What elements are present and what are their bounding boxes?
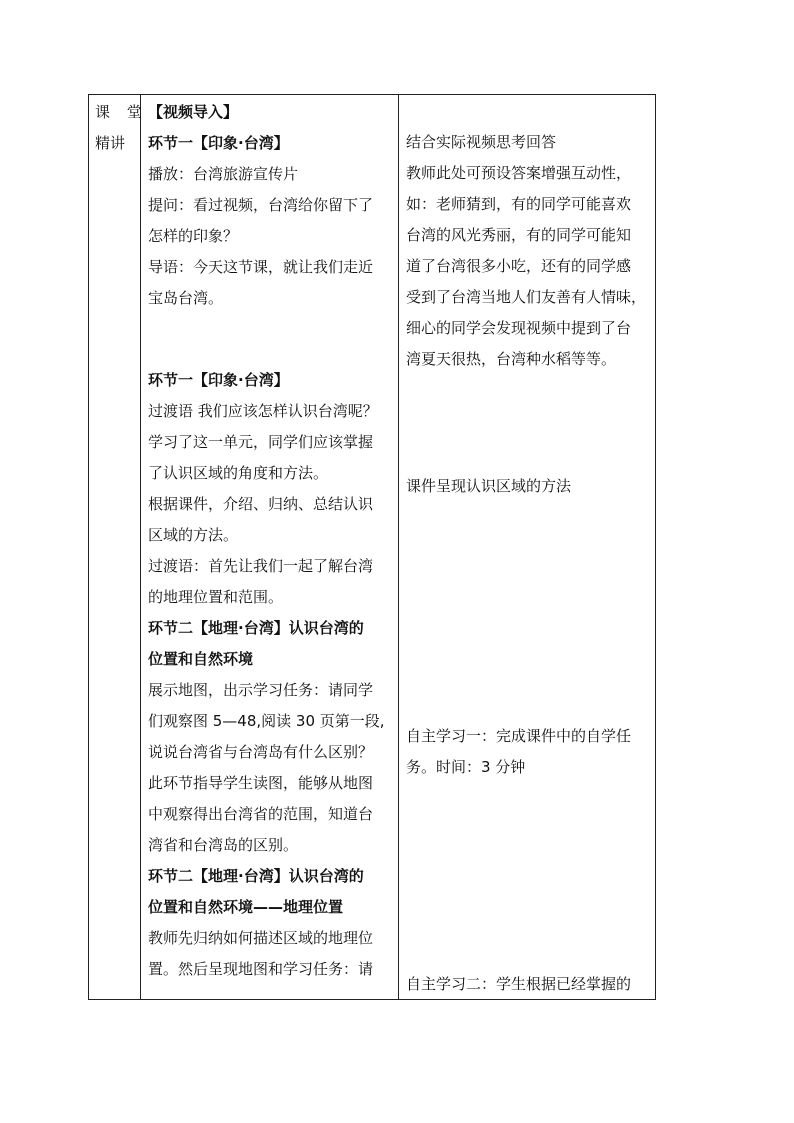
- summary-line: 根据课件，介绍、归纳、总结认识: [148, 495, 374, 513]
- column-divider: [140, 95, 141, 999]
- section2-title: 环节二【地理·台湾】认识台湾的: [148, 619, 364, 637]
- note-line: 道了台湾很多小吃，还有的同学感: [406, 257, 632, 275]
- note-line: 台湾的风光秀丽，有的同学可能知: [406, 226, 632, 244]
- answer-line: 结合实际视频思考回答: [406, 133, 557, 151]
- teacher-line: 置。然后呈现地图和学习任务：请: [148, 960, 374, 978]
- guide-line: 导语：今天这节课，就让我们走近: [148, 258, 374, 276]
- question-line: 提问：看过视频，台湾给你留下了: [148, 196, 374, 214]
- task-line: 展示地图，出示学习任务：请同学: [148, 681, 374, 699]
- transition-line: 过渡语 我们应该怎样认识台湾呢？: [148, 402, 378, 420]
- video-intro-heading: 【视频导入】: [148, 103, 239, 121]
- teaching-content-cell: [148, 95, 398, 985]
- section1-title: 环节一【印象·台湾】: [148, 134, 289, 152]
- section-label-line2: 精讲: [95, 134, 126, 152]
- note-line: 受到了台湾当地人们友善有人情味，: [406, 288, 647, 306]
- note-line: 教师此处可预设答案增强互动性，: [406, 164, 632, 182]
- note-line: 湾夏天很热，台湾种水稻等等。: [406, 350, 617, 368]
- guide-read-line: 中观察得出台湾省的范围，知道台: [148, 805, 374, 823]
- note-line: 如：老师猜到，有的同学可能喜欢: [406, 195, 632, 213]
- play-text: 播放：台湾旅游宣传片: [148, 165, 299, 183]
- transition2-line: 过渡语：首先让我们一起了解台湾: [148, 557, 374, 575]
- summary-line: 区域的方法。: [148, 526, 239, 544]
- transition2-line: 的地理位置和范围。: [148, 588, 284, 606]
- self-study-line: 务。时间：3 分钟: [406, 758, 526, 776]
- self-study-line: 自主学习一：完成课件中的自学任: [406, 727, 632, 745]
- section1b-title: 环节一【印象·台湾】: [148, 371, 289, 389]
- section3-title: 位置和自然环境——地理位置: [148, 898, 344, 916]
- section-label-line1: 课 堂: [95, 103, 148, 121]
- note-line: 细心的同学会发现视频中提到了台: [406, 319, 632, 337]
- lesson-table: [88, 94, 656, 1000]
- guide-read-line: 湾省和台湾岛的区别。: [148, 836, 299, 854]
- column-divider: [398, 95, 399, 999]
- guide-read-line: 此环节指导学生读图，能够从地图: [148, 774, 374, 792]
- section-label-cell: [89, 95, 148, 159]
- self-study-line: 自主学习二：学生根据已经掌握的: [406, 975, 632, 993]
- learn-line: 学习了这一单元，同学们应该掌握: [148, 433, 374, 451]
- method-line: 课件呈现认识区域的方法: [406, 477, 572, 495]
- question-line: 怎样的印象？: [148, 227, 239, 245]
- task-line: 说说台湾省与台湾岛有什么区别？: [148, 743, 374, 761]
- guide-line: 宝岛台湾。: [148, 289, 224, 307]
- section2-title: 位置和自然环境: [148, 650, 254, 668]
- section3-title: 环节二【地理·台湾】认识台湾的: [148, 867, 364, 885]
- teacher-line: 教师先归纳如何描述区域的地理位: [148, 929, 374, 947]
- learn-line: 了认识区域的角度和方法。: [148, 464, 329, 482]
- task-line: 们观察图 5—48,阅读 30 页第一段,: [148, 712, 385, 730]
